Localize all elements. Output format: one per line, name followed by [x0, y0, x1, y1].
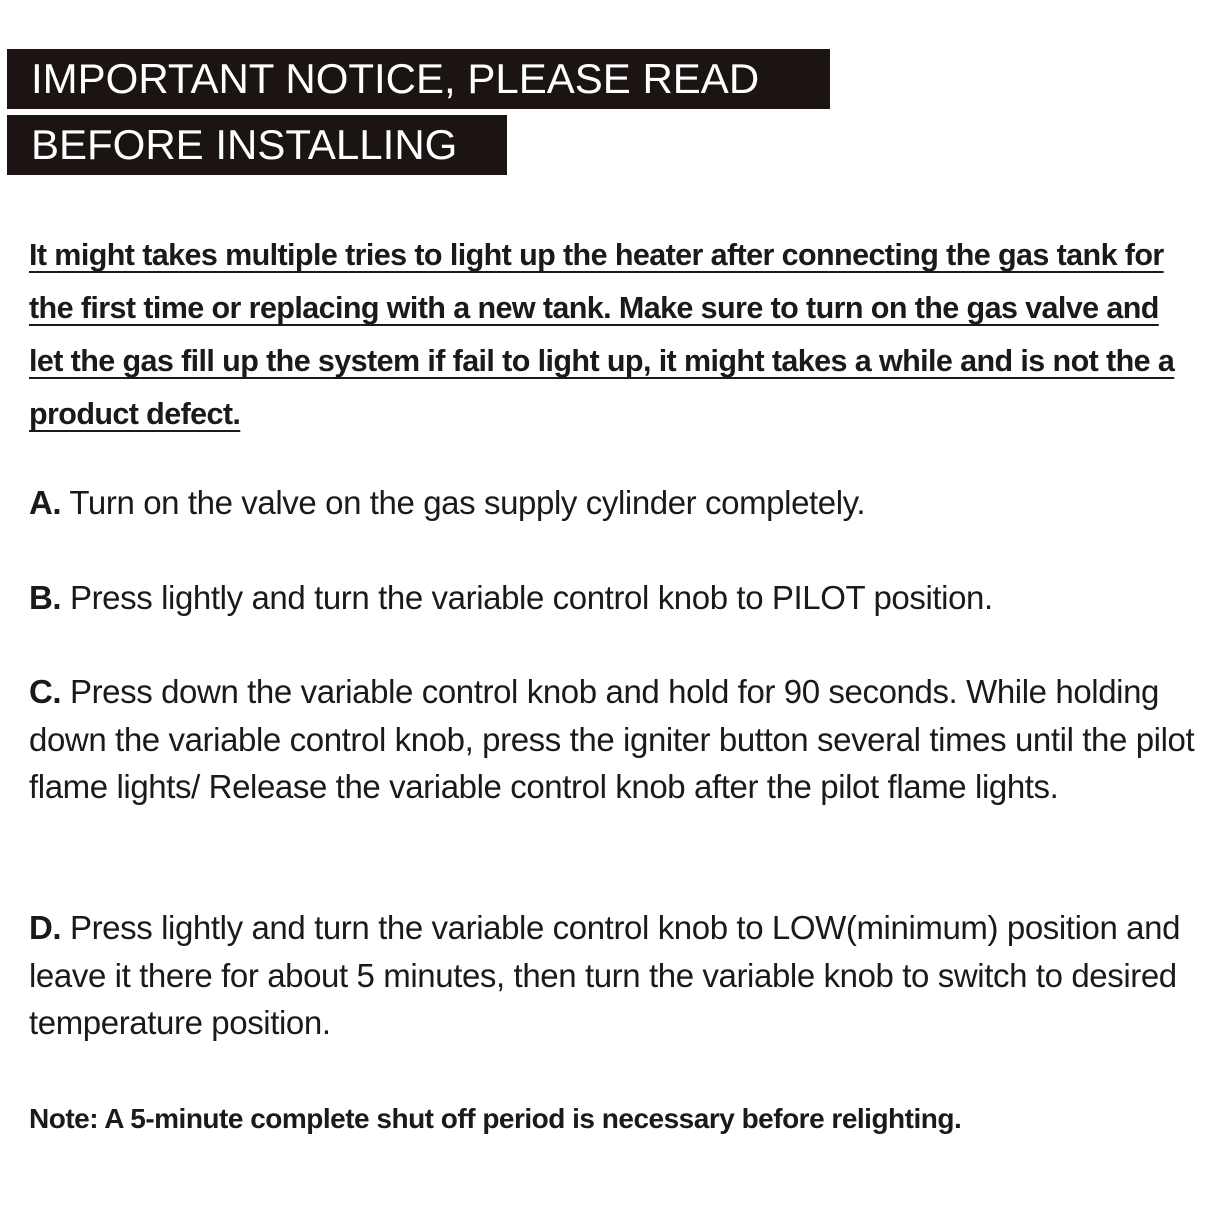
warning-paragraph: It might takes multiple tries to light up the heater after connecting the gas tank for the first time or replacing with a new tank. Make sure to turn on the gas valve and let the gas fill up the system if fail to light up, it might takes a while and is not the a product defect.	[29, 238, 1175, 431]
step-d-text: Press lightly and turn the variable control knob to LOW(minimum) position and leave it there for about 5 minutes, then turn the variable knob to switch to desired temperature position.	[29, 909, 1181, 1041]
header-title-line1	[7, 49, 830, 109]
header-title-line1-text: IMPORTANT NOTICE, PLEASE READ	[31, 55, 760, 102]
note-paragraph: Note: A 5-minute complete shut off period is necessary before relighting.	[29, 1103, 962, 1134]
step-c-letter: C.	[29, 673, 62, 710]
step-c-text: Press down the variable control knob and hold for 90 seconds. While holding down the variable control knob, press the igniter button several times until the pilot flame lights/ Release the variable control knob after the pilot flame lights.	[29, 673, 1195, 805]
step-a-letter: A.	[29, 484, 62, 521]
step-b-letter: B.	[29, 579, 62, 616]
step-d-letter: D.	[29, 909, 62, 946]
step-a	[29, 479, 1199, 527]
header-title-line2-text: BEFORE INSTALLING	[31, 121, 458, 168]
step-b-text: Press lightly and turn the variable control knob to PILOT position.	[69, 579, 993, 616]
step-d	[29, 904, 1199, 1047]
header-title-line2	[7, 115, 507, 175]
step-a-text: Turn on the valve on the gas supply cylinder completely.	[69, 484, 866, 521]
step-b	[29, 574, 1199, 622]
step-c	[29, 668, 1199, 811]
